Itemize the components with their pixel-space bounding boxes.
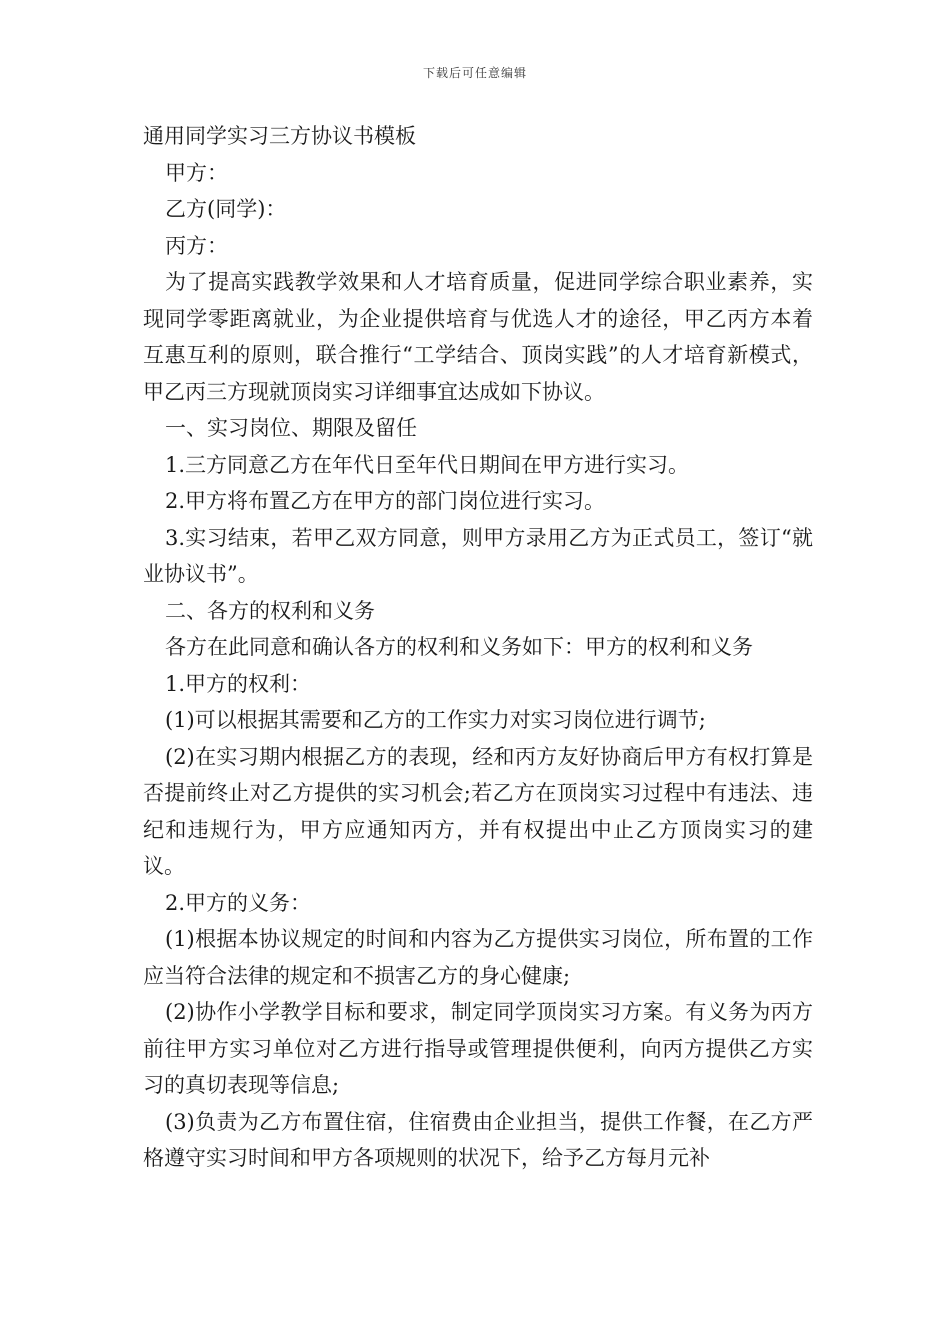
party-a-line: 甲方： xyxy=(165,160,228,185)
party-b-line: 乙方(同学)： xyxy=(165,197,287,221)
section-heading-1: 一、实习岗位、期限及留任 xyxy=(165,416,417,440)
party-a-duty-2: (2)协作小学教学目标和要求，制定同学顶岗实习方案。有义务为丙方前往甲方实习单位对乙方进行指导或管理提供便利，向丙方提供乙方实习的真切表现等信息; xyxy=(143,1000,813,1097)
party-a-duty-1: (1)根据本协议规定的时间和内容为乙方提供实习岗位，所布置的工作应当符合法律的规定和不损害乙方的身心健康; xyxy=(143,927,813,988)
document-title: 通用同学实习三方协议书模板 xyxy=(143,124,416,148)
section-heading-2: 二、各方的权利和义务 xyxy=(165,598,375,623)
clause-1-1: 1.三方同意乙方在年代日至年代日期间在甲方进行实习。 xyxy=(165,452,690,477)
party-a-right-1: (1)可以根据其需要和乙方的工作实力对实习岗位进行调节; xyxy=(165,708,706,732)
party-a-duties-heading: 2.甲方的义务： xyxy=(165,890,312,915)
clause-1-2: 2.甲方将布置乙方在甲方的部门岗位进行实习。 xyxy=(165,489,606,513)
clause-1-3: 3.实习结束，若甲乙双方同意，则甲方录用乙方为正式员工，签订“就业协议书”。 xyxy=(143,525,813,586)
party-a-rights-heading: 1.甲方的权利： xyxy=(165,671,312,696)
document-body xyxy=(143,118,813,1177)
party-a-duty-3: (3)负责为乙方布置住宿，住宿费由企业担当，提供工作餐，在乙方严格遵守实习时间和甲方各项规则的状况下，给予乙方每月元补 xyxy=(143,1109,813,1170)
party-a-right-2: (2)在实习期内根据乙方的表现，经和丙方友好协商后甲方有权打算是否提前终止对乙方提供的实习机会;若乙方在顶岗实习过程中有违法、违纪和违规行为，甲方应通知丙方，并有权提出中止乙方顶岗实习的建议。 xyxy=(143,744,813,878)
page-header-note: 下载后可任意编辑 xyxy=(422,66,527,80)
preamble-paragraph: 为了提高实践教学效果和人才培育质量，促进同学综合职业素养，实现同学零距离就业，为企业提供培育与优选人才的途径，甲乙丙方本着互惠互利的原则，联合推行“工学结合、顶岗实践”的人才培育新模式，甲乙丙三方现就顶岗实习详细事宜达成如下协议。 xyxy=(143,270,813,404)
rights-intro: 各方在此同意和确认各方的权利和义务如下：甲方的权利和义务 xyxy=(165,635,753,659)
party-c-line: 丙方： xyxy=(165,233,228,258)
